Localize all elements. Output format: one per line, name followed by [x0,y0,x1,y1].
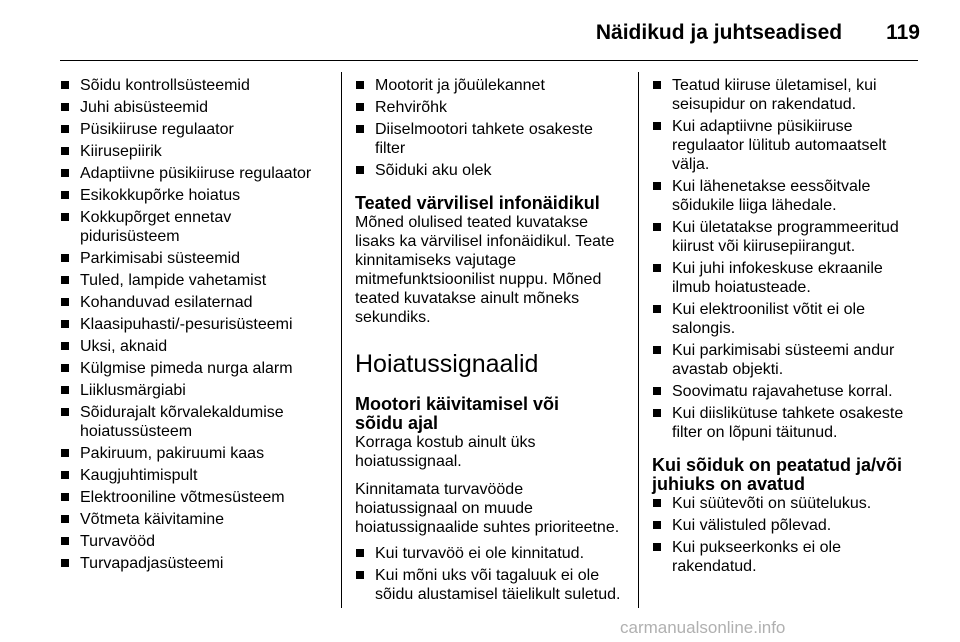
column-divider-2 [638,72,639,608]
square-bullet-icon [356,166,364,174]
square-bullet-icon [356,103,364,111]
warning-list [652,76,922,442]
list-item: Diiselmootori tahkete osakeste filter [355,120,627,158]
list-item: Püsikiiruse regulaator [60,120,330,139]
warning-list [652,494,922,576]
square-bullet-icon [61,515,69,523]
list-item: Kohanduvad esilaternad [60,293,330,312]
square-bullet-icon [61,125,69,133]
square-bullet-icon [61,320,69,328]
watermark: carmanualsonline.info [620,618,786,637]
section-heading: Teated värvilisel infonäidikul [355,193,600,213]
square-bullet-icon [653,346,661,354]
section-title: Hoiatussignaalid [355,350,539,378]
square-bullet-icon [653,81,661,89]
list-item: Adaptiivne püsikiiruse regulaator [60,164,330,183]
list-item: Turvavööd [60,532,330,551]
list-item: Kui juhi infokeskuse ekraanile ilmub hoiatusteade. [652,259,922,297]
square-bullet-icon [653,409,661,417]
header-rule [60,60,918,61]
square-bullet-icon [653,521,661,529]
square-bullet-icon [356,571,364,579]
list-item: Rehvirõhk [355,98,627,117]
list-item: Kui mõni uks või tagaluuk ei ole sõidu alustamisel täielikult suletud. [355,566,627,604]
list-item: Pakiruum, pakiruumi kaas [60,444,330,463]
square-bullet-icon [61,254,69,262]
square-bullet-icon [653,264,661,272]
square-bullet-icon [61,81,69,89]
list-item: Sõidurajalt kõrvalekaldumise hoiatussüsteem [60,403,330,441]
list-item: Klaasipuhasti/-pesurisüsteemi [60,315,330,334]
list-item: Kui ületatakse programmeeritud kiirust või kiirusepiirangut. [652,218,922,256]
list-item: Kui parkimisabi süsteemi andur avastab objekti. [652,341,922,379]
square-bullet-icon [653,223,661,231]
square-bullet-icon [61,103,69,111]
square-bullet-icon [356,81,364,89]
square-bullet-icon [61,559,69,567]
list-item: Juhi abisüsteemid [60,98,330,117]
square-bullet-icon [61,213,69,221]
square-bullet-icon [61,298,69,306]
page-title: Näidikud ja juhtseadised [595,21,843,44]
list-item: Võtmeta käivitamine [60,510,330,529]
square-bullet-icon [61,408,69,416]
list-item: Liiklusmärgiabi [60,381,330,400]
square-bullet-icon [653,122,661,130]
list-item: Turvapadjasüsteemi [60,554,330,573]
column-divider-1 [341,72,342,608]
square-bullet-icon [61,537,69,545]
paragraph: Mõned olulised teated kuvatakse lisaks ka värvilisel infonäidikul. Teate kinnitamiseks vajutage mitmefunktsioonilist nuppu. Mõned teated kuvatakse ainult mõneks sekundiks. [355,214,615,326]
square-bullet-icon [653,182,661,190]
list-item: Kui turvavöö ei ole kinnitatud. [355,544,627,563]
topic-list [355,76,627,180]
list-item: Kui elektroonilist võtit ei ole salongis. [652,300,922,338]
square-bullet-icon [61,342,69,350]
list-item: Tuled, lampide vahetamist [60,271,330,290]
page-number: 119 [886,21,920,44]
page-header [0,18,920,48]
square-bullet-icon [61,169,69,177]
list-item: Esikokkupõrke hoiatus [60,186,330,205]
list-item: Sõidu kontrollsüsteemid [60,76,330,95]
square-bullet-icon [61,147,69,155]
square-bullet-icon [61,386,69,394]
column-3 [652,76,922,579]
square-bullet-icon [61,493,69,501]
list-item: Kui lähenetakse eessõitvale sõidukile liiga lähedale. [652,177,922,215]
square-bullet-icon [653,543,661,551]
list-item: Kokkupõrget ennetav pidurisüsteem [60,208,330,246]
square-bullet-icon [61,364,69,372]
subsection-heading: Mootori käivitamisel või sõidu ajal [355,394,560,433]
list-item: Kaugjuhtimispult [60,466,330,485]
list-item: Teatud kiiruse ületamisel, kui seisupidur on rakendatud. [652,76,922,114]
topic-list [60,76,330,573]
paragraph: Korraga kostub ainult üks hoiatussignaal. [355,434,536,470]
paragraph: Kinnitamata turvavööde hoiatussignaal on muude hoiatussignaalide suhtes prioriteetne. [355,481,620,536]
square-bullet-icon [653,499,661,507]
square-bullet-icon [356,549,364,557]
list-item: Uksi, aknaid [60,337,330,356]
list-item: Soovimatu rajavahetuse korral. [652,382,922,401]
list-item: Kui diislikütuse tahkete osakeste filter on lõpuni täitunud. [652,404,922,442]
list-item: Kui süütevõti on süütelukus. [652,494,922,513]
list-item: Sõiduki aku olek [355,161,627,180]
list-item: Kui pukseerkonks ei ole rakendatud. [652,538,922,576]
list-item: Kui välistuled põlevad. [652,516,922,535]
square-bullet-icon [653,387,661,395]
section-heading: Kui sõiduk on peatatud ja/või juhiuks on avatud [652,455,903,494]
square-bullet-icon [653,305,661,313]
square-bullet-icon [61,449,69,457]
list-item: Parkimisabi süsteemid [60,249,330,268]
list-item: Elektrooniline võtmesüsteem [60,488,330,507]
square-bullet-icon [61,191,69,199]
column-2 [355,76,627,607]
square-bullet-icon [61,471,69,479]
column-1 [60,76,330,576]
list-item: Külgmise pimeda nurga alarm [60,359,330,378]
list-item: Kui adaptiivne püsikiiruse regulaator lülitub automaatselt välja. [652,117,922,174]
square-bullet-icon [356,125,364,133]
list-item: Mootorit ja jõuülekannet [355,76,627,95]
warning-list [355,544,627,604]
square-bullet-icon [61,276,69,284]
list-item: Kiirusepiirik [60,142,330,161]
